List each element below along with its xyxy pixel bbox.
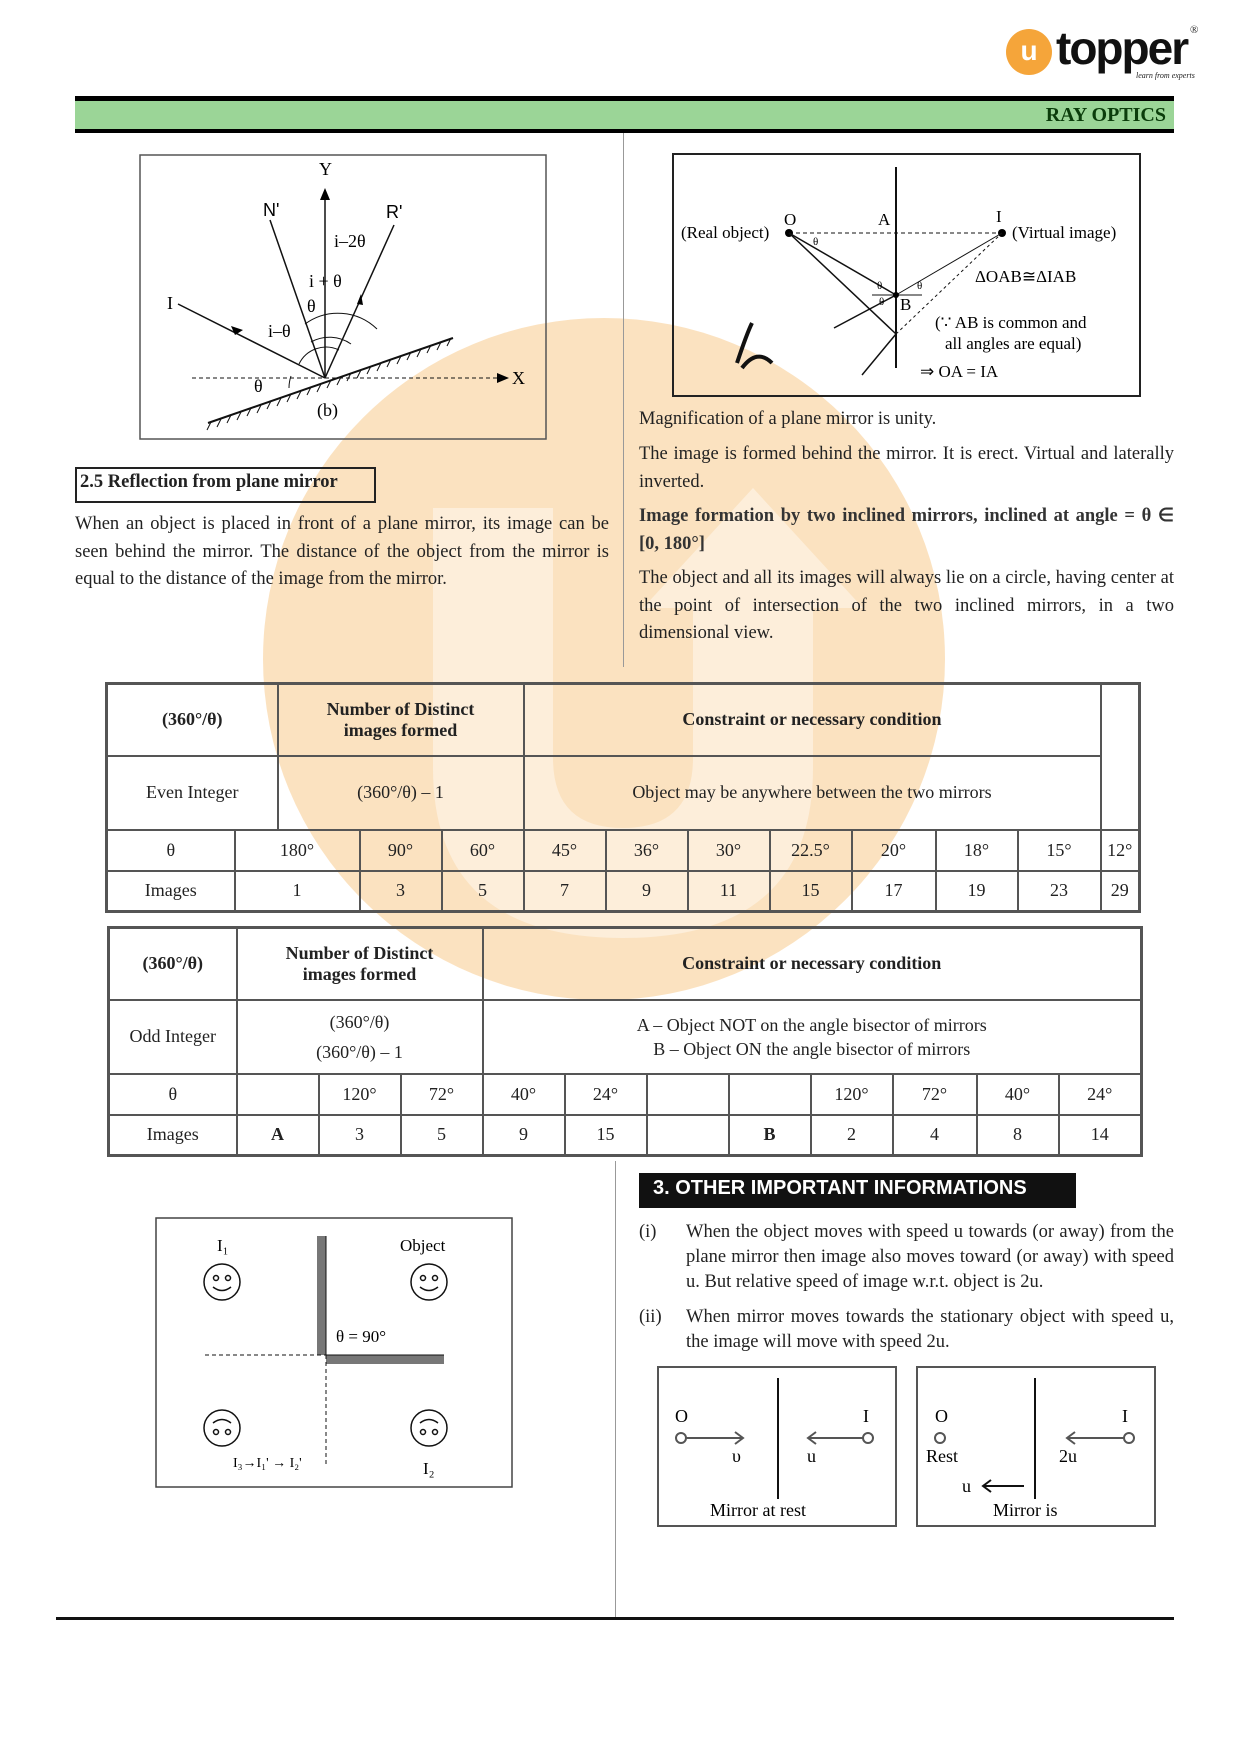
perpendicular-mirrors-figure (155, 1217, 513, 1488)
svg-text:I₁: I₁ (217, 1236, 229, 1255)
chapter-header (75, 96, 1174, 133)
info-item-2: (ii) When mirror moves towards the stationary object with speed u, the image will move with speed 2u. (639, 1307, 1174, 1352)
svg-text:I: I (863, 1406, 869, 1426)
svg-text:Rest: Rest (926, 1446, 959, 1466)
svg-text:B: B (900, 295, 912, 314)
svg-text:O: O (935, 1406, 948, 1426)
svg-text:Mirror at rest: Mirror at rest (710, 1500, 806, 1520)
svg-text:I₂: I₂ (423, 1459, 435, 1478)
column-divider (623, 133, 624, 667)
svg-text:θ: θ (254, 376, 263, 396)
plane-mirror-image-figure (672, 153, 1141, 397)
svg-text:(Real object): (Real object) (681, 223, 770, 242)
even-integer-table: (360°/θ) Number of Distinct images formed Constraint or necessary condition Even Integer (360°/θ) – 1 Object may be anywhere between the two mirrors θ 180° 90° 60° 45° 36° 30° 22.5° 20° 18° 15° 12° Images 1 3 5 7 9 11 15 17 19 23 29 (105, 682, 1141, 913)
theta-row: θ 180° 90° 60° 45° 36° 30° 22.5° 20° 18° 15° 12° (107, 830, 1140, 871)
svg-text:i + θ: i + θ (309, 271, 342, 291)
logo-mark: u (1006, 29, 1052, 75)
odd-integer-table: (360°/θ) Number of Distinct images formed Constraint or necessary condition Odd Integer (360°/θ) (360°/θ) – 1 A – Object NOT on the angle bisector of mirrors B – Object ON the angle bisector of mirrors θ 120° 72° 40° 24° 120° 72° 40° 24° Images A 3 5 9 15 B 2 4 8 14 (107, 926, 1143, 1157)
svg-text:R': R' (386, 202, 403, 222)
section-2-5-heading: 2.5 Reflection from plane mirror (75, 467, 376, 503)
svg-text:A: A (878, 210, 891, 229)
svg-text:u: u (962, 1476, 971, 1496)
reflection-angle-figure (139, 154, 547, 440)
svg-text:θ: θ (917, 280, 923, 292)
circle-text: The object and all its images will always lie on a circle, having center at the point of intersection of the two inclined mirrors, in a two dimensional view. (639, 568, 1174, 643)
section-3-heading: 3. OTHER IMPORTANT INFORMATIONS (639, 1173, 1076, 1208)
svg-text:(Virtual image): (Virtual image) (1012, 223, 1117, 242)
svg-text:(b): (b) (317, 400, 338, 420)
logo-tagline: learn from experts (1136, 71, 1195, 80)
svg-text:I: I (167, 293, 173, 313)
svg-text:⇒ OA = IA: ⇒ OA = IA (920, 362, 999, 381)
svg-text:θ: θ (877, 280, 883, 292)
column-divider (615, 1161, 616, 1617)
svg-text:Object: Object (400, 1236, 446, 1255)
svg-text:(∵ AB is common and: (∵ AB is common and (935, 313, 1087, 332)
svg-text:I₃→I₁' → I₂': I₃→I₁' → I₂' (233, 1456, 302, 1471)
svg-text:2u: 2u (1059, 1446, 1077, 1466)
magnification-text: Magnification of a plane mirror is unity. (639, 409, 937, 429)
svg-text:υ: υ (732, 1446, 741, 1466)
info-item-1: (i) When the object moves with speed u towards (or away) from the plane mirror then image also moves toward (or away) with speed u. But relative speed of image w.r.t. object is 2u. (639, 1222, 1174, 1292)
svg-text:all angles are equal): all angles are equal) (945, 334, 1082, 353)
svg-text:Y: Y (319, 159, 332, 179)
svg-text:i–2θ: i–2θ (334, 231, 366, 251)
svg-text:u: u (807, 1446, 816, 1466)
svg-text:O: O (675, 1406, 688, 1426)
mirror-moving-figure (916, 1366, 1156, 1527)
section-2-5-body: When an object is placed in front of a plane mirror, its image can be seen behind the mirror. The distance of the object from the mirror is equal to the distance of the image from the mirror. (75, 514, 609, 589)
svg-text:θ = 90°: θ = 90° (336, 1327, 387, 1346)
svg-text:ΔOAB≅ΔIAB: ΔOAB≅ΔIAB (975, 267, 1077, 286)
svg-text:I: I (996, 207, 1002, 226)
svg-text:N': N' (263, 200, 280, 220)
theta-row: θ 120° 72° 40° 24° 120° 72° 40° 24° (109, 1074, 1142, 1115)
svg-text:θ: θ (879, 296, 885, 308)
svg-text:I: I (1122, 1406, 1128, 1426)
chapter-title: RAY OPTICS (1045, 104, 1166, 126)
svg-text:O: O (784, 210, 797, 229)
svg-text:θ: θ (307, 296, 316, 316)
logo-text: topper (1056, 22, 1188, 74)
images-row: Images 1 3 5 7 9 11 15 17 19 23 29 (107, 871, 1140, 912)
topper-logo: u topper learn from experts ® (1006, 27, 1201, 81)
mirror-at-rest-figure (657, 1366, 897, 1527)
svg-text:i–θ: i–θ (268, 321, 291, 341)
footer-rule (56, 1617, 1174, 1620)
svg-text:θ: θ (813, 236, 819, 248)
images-row: Images A 3 5 9 15 B 2 4 8 14 (109, 1115, 1142, 1156)
image-properties-text: The image is formed behind the mirror. It is erect. Virtual and laterally inverted. (639, 444, 1174, 492)
inclined-mirrors-heading: Image formation by two inclined mirrors, inclined at angle = θ ∈ [0, 180°] (639, 506, 1174, 554)
svg-text:Mirror is: Mirror is (993, 1500, 1058, 1520)
svg-text:X: X (512, 368, 525, 388)
